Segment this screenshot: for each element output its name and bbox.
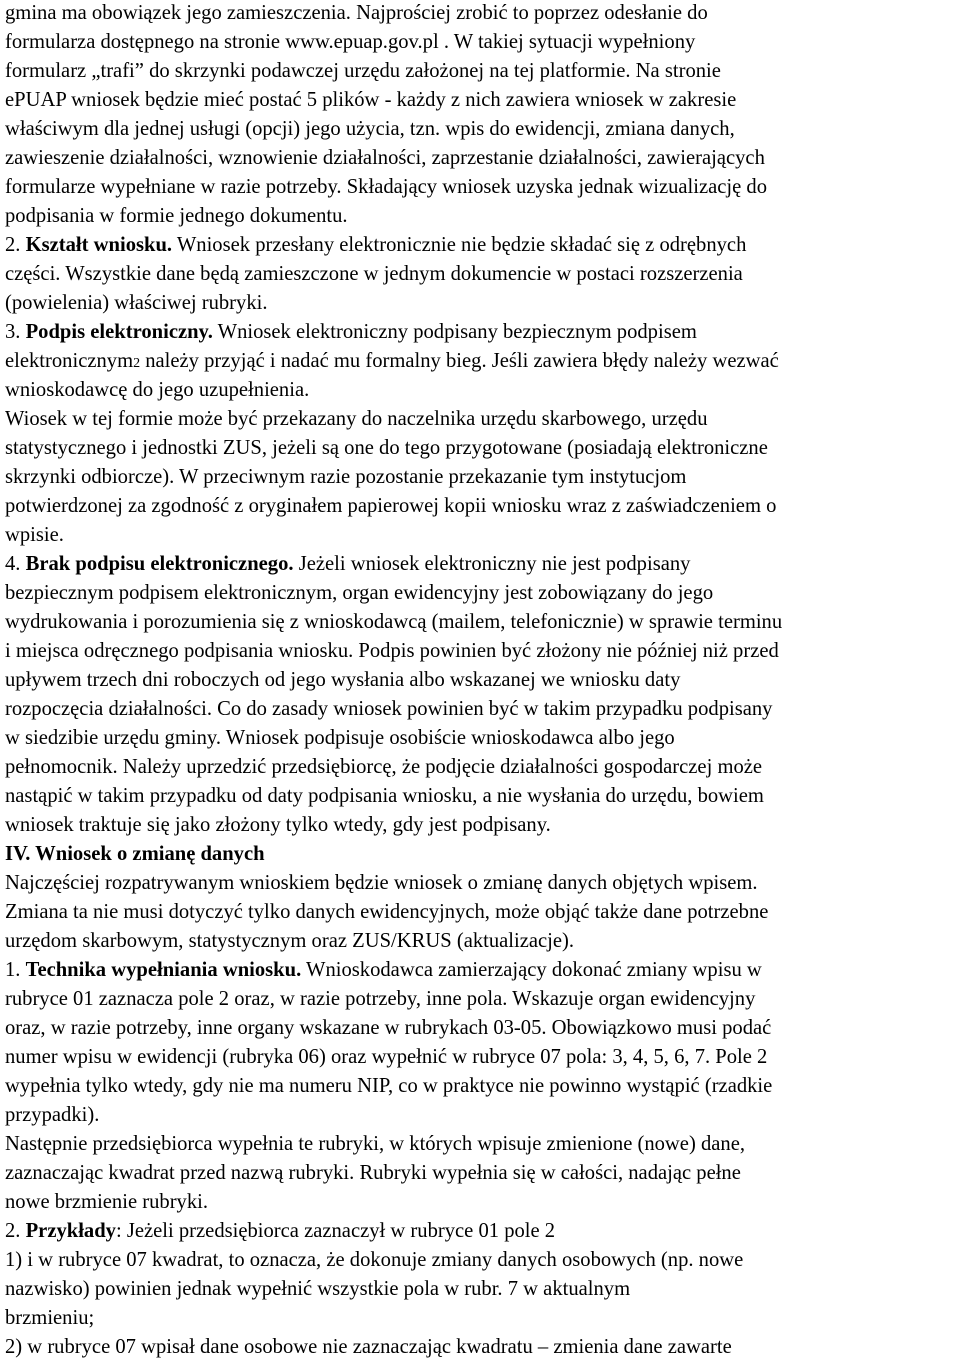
text-line xyxy=(5,144,954,173)
text-run: należy przyjąć i nadać mu formalny bieg. Jeśli zawiera błędy należy wezwać xyxy=(140,350,779,372)
text-line xyxy=(5,376,954,405)
text-line xyxy=(5,1246,954,1275)
text-line xyxy=(5,202,954,231)
text-run: Wniosek przesłany elektronicznie nie będzie składać się z odrębnych xyxy=(172,234,747,256)
text-run: wypełnia tylko wtedy, gdy nie ma numeru NIP, co w praktyce nie powinno wystąpić (rzadkie xyxy=(5,1075,773,1097)
text-run: nazwisko) powinien jednak wypełnić wszystkie pola w rubr. 7 w aktualnym xyxy=(5,1278,631,1300)
text-line xyxy=(5,811,954,840)
text-run: rubryce 01 zaznacza pole 2 oraz, w razie potrzeby, inne pola. Wskazuje organ ewidencyjny xyxy=(5,988,756,1010)
text-line xyxy=(5,1101,954,1130)
text-run: zawieszenie działalności, wznowienie działalności, zaprzestanie działalności, zawierających xyxy=(5,147,765,169)
text-line xyxy=(5,753,954,782)
text-run: potwierdzonej za zgodność z oryginałem papierowej kopii wniosku wraz z zaświadczeniem o xyxy=(5,495,777,517)
bold-heading-run: Przykłady xyxy=(25,1220,116,1242)
text-line xyxy=(5,1188,954,1217)
text-line xyxy=(5,840,954,869)
text-run: Zmiana ta nie musi dotyczyć tylko danych ewidencyjnych, może objąć także dane potrzebne xyxy=(5,901,769,923)
text-run: w siedzibie urzędu gminy. Wniosek podpisuje osobiście wnioskodawca albo jego xyxy=(5,727,675,749)
text-line xyxy=(5,956,954,985)
text-line xyxy=(5,985,954,1014)
text-run: 2) w rubryce 07 wpisał dane osobowe nie zaznaczając kwadratu – zmienia dane zawarte xyxy=(5,1336,732,1358)
text-run: formularz „trafi” do skrzynki podawczej urzędu założonej na tej platformie. Na stronie xyxy=(5,60,721,82)
text-run: bezpiecznym podpisem elektronicznym, organ ewidencyjny jest zobowiązany do jego xyxy=(5,582,714,604)
text-line xyxy=(5,289,954,318)
text-run: zaznaczając kwadrat przed nazwą rubryki. Rubryki wypełnia się w całości, nadając pełne xyxy=(5,1162,741,1184)
text-line xyxy=(5,1014,954,1043)
text-line xyxy=(5,550,954,579)
text-run: pełnomocnik. Należy uprzedzić przedsiębiorcę, że podjęcie działalności gospodarczej może xyxy=(5,756,763,778)
text-line xyxy=(5,115,954,144)
text-line xyxy=(5,1333,954,1362)
text-run: nastąpić w takim przypadku od daty podpisania wniosku, a nie wysłania do urzędu, bowiem xyxy=(5,785,764,807)
text-run: Wniosek elektroniczny podpisany bezpiecznym podpisem xyxy=(212,321,697,343)
text-line xyxy=(5,405,954,434)
bold-heading-run: IV. Wniosek o zmianę danych xyxy=(5,843,265,865)
text-line xyxy=(5,318,954,347)
text-line xyxy=(5,1304,954,1333)
text-run: wnioskodawcę do jego uzupełnienia. xyxy=(5,379,310,401)
text-run: ePUAP wniosek będzie mieć postać 5 plików - każdy z nich zawiera wniosek w zakresie xyxy=(5,89,737,111)
text-run: : Jeżeli przedsiębiorca zaznaczył w rubryce 01 pole 2 xyxy=(115,1220,556,1242)
text-run: właściwym dla jednej usługi (opcji) jego użycia, tzn. wpis do ewidencji, zmiana danych, xyxy=(5,118,735,140)
text-run: podpisania w formie jednego dokumentu. xyxy=(5,205,348,227)
text-run: formularza dostępnego na stronie www.epuap.gov.pl . W takiej sytuacji wypełniony xyxy=(5,31,696,53)
text-run: elektronicznym xyxy=(5,350,134,372)
text-line xyxy=(5,1130,954,1159)
text-run: statystycznego i jednostki ZUS, jeżeli są one do tego przygotowane (posiadają elektroniczne xyxy=(5,437,768,459)
text-run: wniosek traktuje się jako złożony tylko wtedy, gdy jest podpisany. xyxy=(5,814,551,836)
text-line xyxy=(5,869,954,898)
text-run: Wiosek w tej formie może być przekazany do naczelnika urzędu skarbowego, urzędu xyxy=(5,408,708,430)
text-line xyxy=(5,1043,954,1072)
text-run: 2. xyxy=(5,1220,26,1242)
text-line xyxy=(5,579,954,608)
bold-heading-run: Kształt wniosku. xyxy=(25,234,173,256)
text-run: części. Wszystkie dane będą zamieszczone w jednym dokumencie w postaci rozszerzenia xyxy=(5,263,743,285)
text-run: nowe brzmienie rubryki. xyxy=(5,1191,209,1213)
text-line xyxy=(5,782,954,811)
text-line xyxy=(5,434,954,463)
text-line xyxy=(5,927,954,956)
text-line xyxy=(5,666,954,695)
text-line xyxy=(5,898,954,927)
text-run: przypadki). xyxy=(5,1104,100,1126)
text-run: 3. xyxy=(5,321,26,343)
text-line xyxy=(5,637,954,666)
text-line xyxy=(5,608,954,637)
text-run: urzędom skarbowym, statystycznym oraz ZUS/KRUS (aktualizacje). xyxy=(5,930,575,952)
text-line xyxy=(5,347,954,376)
bold-heading-run: Technika wypełniania wniosku. xyxy=(25,959,302,981)
text-run: (powielenia) właściwej rubryki. xyxy=(5,292,268,314)
text-run: wpisie. xyxy=(5,524,64,546)
text-run: Najczęściej rozpatrywanym wnioskiem będzie wniosek o zmianę danych objętych wpisem. xyxy=(5,872,758,894)
text-line xyxy=(5,260,954,289)
text-run: rozpoczęcia działalności. Co do zasady wniosek powinien być w takim przypadku podpisany xyxy=(5,698,773,720)
text-run: upływem trzech dni roboczych od jego wysłania albo wskazanej we wniosku daty xyxy=(5,669,681,691)
text-line xyxy=(5,231,954,260)
text-run: 1) i w rubryce 07 kwadrat, to oznacza, że dokonuje zmiany danych osobowych (np. nowe xyxy=(5,1249,744,1271)
text-line xyxy=(5,492,954,521)
text-run: formularze wypełniane w razie potrzeby. Składający wniosek uzyska jednak wizualizację do xyxy=(5,176,768,198)
text-run: skrzynki odbiorcze). W przeciwnym razie pozostanie przekazanie tym instytucjom xyxy=(5,466,687,488)
text-line xyxy=(5,695,954,724)
footnote-marker: 2 xyxy=(133,356,141,371)
text-run: wydrukowania i porozumienia się z wnioskodawcą (mailem, telefonicznie) w sprawie terminu xyxy=(5,611,783,633)
text-line xyxy=(5,1217,954,1246)
text-line xyxy=(5,1072,954,1101)
text-run: Jeżeli wniosek elektroniczny nie jest podpisany xyxy=(293,553,691,575)
bold-heading-run: Brak podpisu elektronicznego. xyxy=(25,553,294,575)
text-run: 4. xyxy=(5,553,26,575)
text-run: Następnie przedsiębiorca wypełnia te rubryki, w których wpisuje zmienione (nowe) dane, xyxy=(5,1133,745,1155)
text-line xyxy=(5,521,954,550)
text-run: i miejsca odręcznego podpisania wniosku. Podpis powinien być złożony nie później niż przed xyxy=(5,640,779,662)
text-line xyxy=(5,1275,954,1304)
text-line xyxy=(5,173,954,202)
text-line xyxy=(5,0,954,28)
text-line xyxy=(5,86,954,115)
text-run: oraz, w razie potrzeby, inne organy wskazane w rubrykach 03-05. Obowiązkowo musi podać xyxy=(5,1017,772,1039)
text-run: brzmieniu; xyxy=(5,1307,95,1329)
text-run: gmina ma obowiązek jego zamieszczenia. Najprościej zrobić to poprzez odesłanie do xyxy=(5,2,708,24)
text-line xyxy=(5,724,954,753)
bold-heading-run: Podpis elektroniczny. xyxy=(25,321,213,343)
text-line xyxy=(5,1159,954,1188)
text-line xyxy=(5,463,954,492)
text-line xyxy=(5,57,954,86)
text-run: 2. xyxy=(5,234,26,256)
text-run: Wnioskodawca zamierzający dokonać zmiany wpisu w xyxy=(301,959,762,981)
text-run: 1. xyxy=(5,959,26,981)
text-line xyxy=(5,28,954,57)
text-run: numer wpisu w ewidencji (rubryka 06) oraz wypełnić w rubryce 07 pola: 3, 4, 5, 6, 7. Pole 2 xyxy=(5,1046,768,1068)
